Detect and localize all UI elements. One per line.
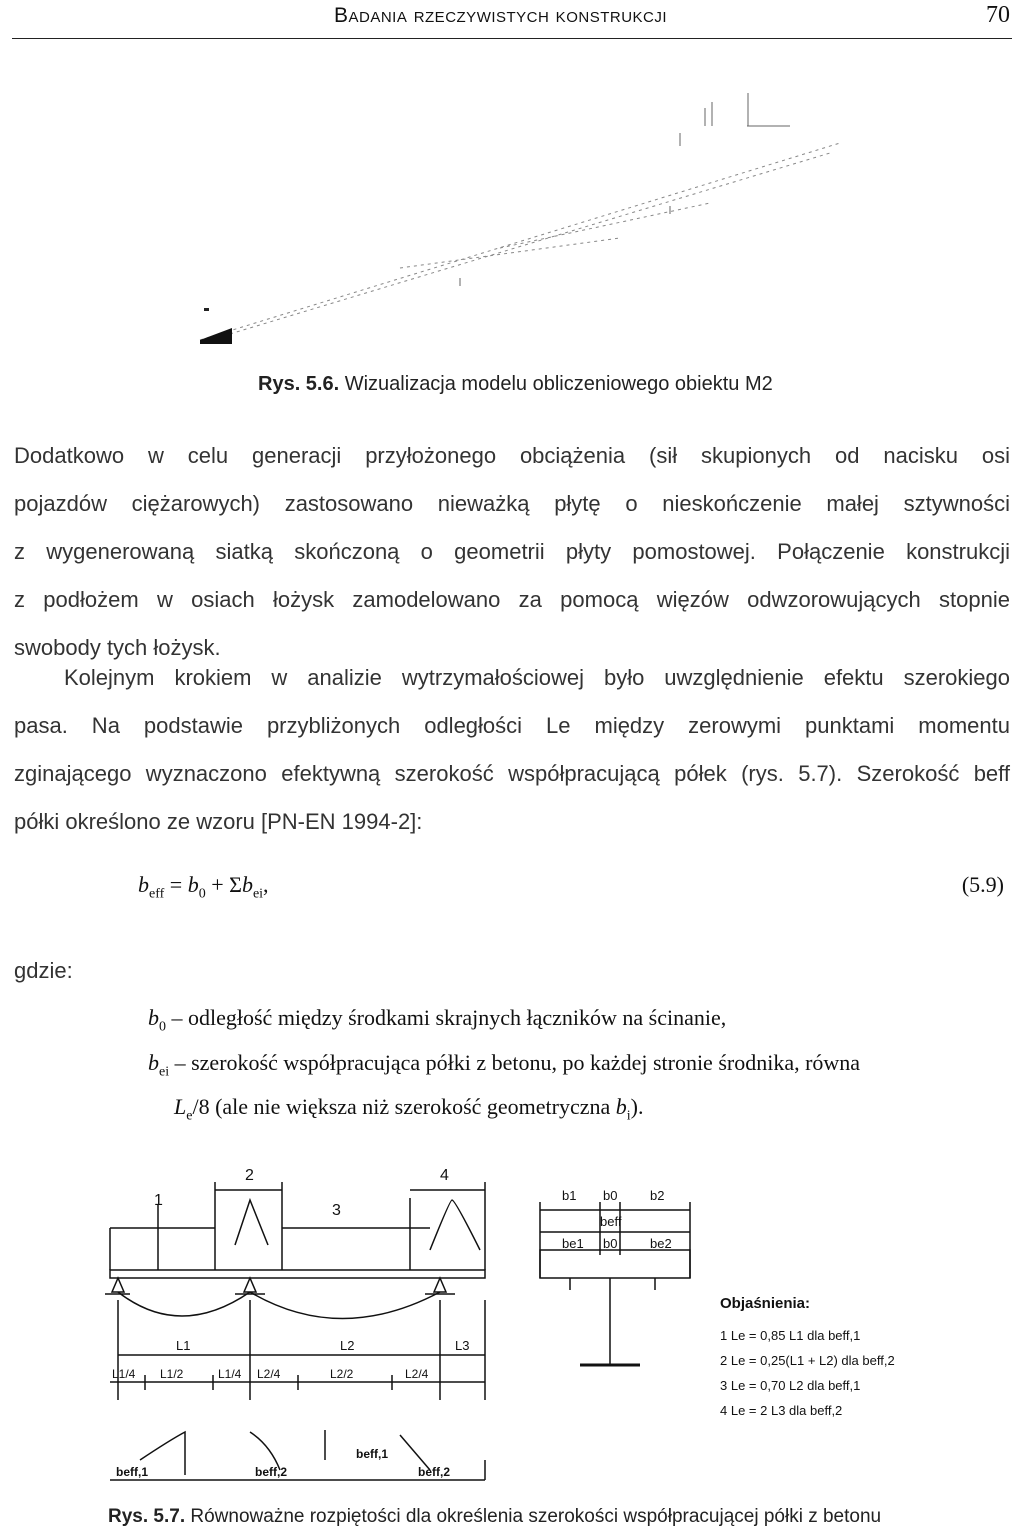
def-symbol: b: [148, 1050, 159, 1075]
label-be2: be2: [650, 1236, 672, 1251]
label-L2: L2: [340, 1338, 355, 1353]
paragraph-line: swobody tych łożysk.: [14, 635, 221, 660]
label-beff1a: beff,1: [116, 1465, 149, 1479]
paragraph-2: [14, 654, 1010, 846]
paragraph-line: pojazdów ciężarowych) zastosowano nieważką płytę o nieskończenie małej sztywności: [14, 491, 1010, 516]
def-subscript: i: [626, 1108, 631, 1124]
label-L2-4b: L2/4: [405, 1367, 429, 1381]
legend-item: 2 Le = 0,25(L1 + L2) dla beff,2: [720, 1353, 895, 1368]
figure-5-6-model-visualization: [150, 78, 870, 368]
figure-5-7-caption: [108, 1506, 881, 1528]
paragraph-line: Kolejnym krokiem w analizie wytrzymałościowej było uwzględnienie efektu szerokiego: [64, 665, 1010, 690]
label-b2: b2: [650, 1188, 665, 1203]
label-L1-4a: L1/4: [112, 1367, 136, 1381]
paragraph-line: z wygenerowaną siatką skończoną o geometrii płyty pomostowej. Połączenie konstrukcji: [14, 539, 1010, 564]
label-beff: beff: [600, 1214, 622, 1229]
label-4: 4: [440, 1167, 449, 1184]
page-header: [12, 0, 1012, 39]
label-L2-4a: L2/4: [257, 1367, 281, 1381]
label-beff1b: beff,1: [356, 1447, 389, 1461]
figure-5-6-caption: [258, 373, 773, 396]
legend-item: 1 Le = 0,85 L1 dla beff,1: [720, 1328, 861, 1343]
label-1: 1: [154, 1192, 163, 1209]
legend-item: 4 Le = 2 L3 dla beff,2: [720, 1403, 843, 1418]
def-symbol: b: [148, 1005, 159, 1030]
caption-text: Wizualizacja modelu obliczeniowego obiektu M2: [344, 373, 773, 395]
formula-symbol: b: [241, 872, 253, 897]
label-b0: b0: [603, 1188, 618, 1203]
formula-symbol: b: [138, 872, 149, 897]
figure-5-7-diagram: [100, 1160, 1020, 1490]
definition-bei: [148, 1050, 860, 1080]
formula-comma: ,: [263, 872, 269, 897]
def-subscript: ei: [159, 1064, 170, 1080]
def-subscript: e: [186, 1108, 193, 1124]
running-title: Badania rzeczywistych konstrukcji: [334, 4, 668, 27]
label-b1: b1: [562, 1188, 577, 1203]
label-3: 3: [332, 1202, 341, 1219]
paragraph-1: [14, 432, 1010, 672]
formula-operator: =: [164, 872, 188, 897]
paragraph-line: pasa. Na podstawie przybliżonych odległości Le między zerowymi punktami momentu: [14, 713, 1010, 738]
definition-bei-continued: [174, 1094, 644, 1124]
page-number: 70: [986, 2, 1010, 28]
label-b0b: b0: [603, 1236, 618, 1251]
caption-label: Rys. 5.7.: [108, 1506, 186, 1527]
label-beff2a: beff,2: [255, 1465, 288, 1479]
label-L1: L1: [176, 1338, 191, 1353]
def-text: – szerokość współpracująca półki z betonu, po każdej stronie środnika, równa: [169, 1050, 861, 1075]
label-L1-4b: L1/4: [218, 1367, 242, 1381]
paragraph-line: półki określono ze wzoru [PN-EN 1994-2]:: [14, 809, 423, 834]
caption-text: Równoważne rozpiętości dla określenia szerokości współpracującej półki z betonu: [190, 1506, 882, 1527]
def-text: ).: [630, 1094, 644, 1119]
formula-number: (5.9): [961, 872, 1004, 897]
label-beff2b: beff,2: [418, 1465, 451, 1479]
formula-subscript: eff: [149, 886, 165, 902]
def-symbol: b: [615, 1094, 627, 1119]
formula-symbol: b: [187, 872, 199, 897]
definition-b0: [148, 1005, 726, 1035]
label-L1-2: L1/2: [160, 1367, 184, 1381]
where-label: gdzie:: [14, 958, 73, 983]
def-symbol: L: [174, 1094, 187, 1119]
formula-subscript: 0: [198, 886, 206, 902]
legend-title: Objaśnienia:: [720, 1295, 811, 1312]
def-subscript: 0: [159, 1019, 166, 1035]
label-L3: L3: [455, 1338, 470, 1353]
label-L2-2: L2/2: [330, 1367, 354, 1381]
def-text: /8 (ale nie większa niż szerokość geometryczna: [192, 1094, 616, 1119]
paragraph-line: z podłożem w osiach łożysk zamodelowano za pomocą więzów odwzorowujących stopnie: [14, 587, 1010, 612]
label-be1: be1: [562, 1236, 584, 1251]
paragraph-line: Dodatkowo w celu generacji przyłożonego obciążenia (sił skupionych od nacisku osi: [14, 443, 1010, 468]
formula-5-9: [138, 872, 269, 902]
caption-label: Rys. 5.6.: [258, 373, 340, 395]
paragraph-line: zginającego wyznaczono efektywną szerokość współpracującą półek (rys. 5.7). Szerokość beff: [14, 761, 1010, 786]
def-text: – odległość między środkami skrajnych łączników na ścinanie,: [166, 1005, 727, 1030]
formula-subscript: ei: [252, 886, 264, 902]
label-2: 2: [245, 1167, 254, 1184]
legend-item: 3 Le = 0,70 L2 dla beff,1: [720, 1378, 861, 1393]
formula-operator: + Σ: [205, 872, 242, 897]
